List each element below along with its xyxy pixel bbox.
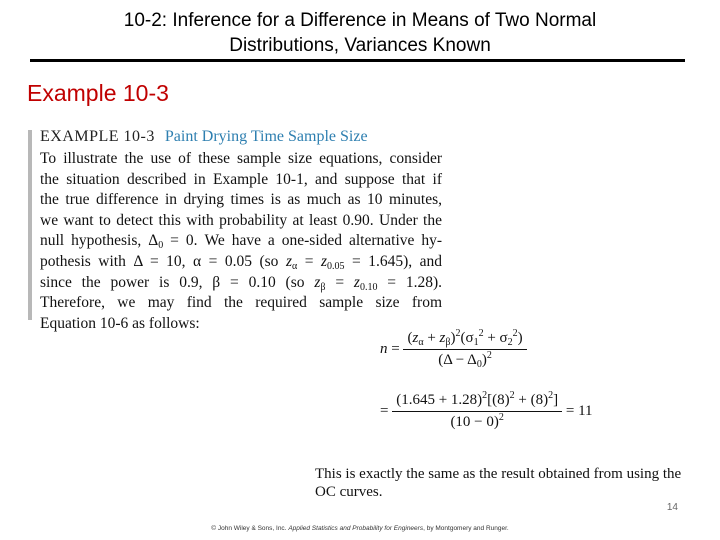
body-line: since the power is 0.9, β = 0.10 (so $z_\beta = z_{0.10} = 1.28$). bbox=[40, 273, 443, 293]
example-label: EXAMPLE 10-3 bbox=[40, 128, 155, 145]
body-line: Equation 10-6 as follows: bbox=[40, 314, 200, 332]
computation-result: = 11 bbox=[565, 403, 593, 419]
body-line: the true difference in drying times is as much as 10 minutes, bbox=[40, 191, 442, 209]
conclusion-line: This is exactly the same as the result obtained from using the bbox=[315, 466, 682, 482]
footer-book-title: Applied Statistics and Probability for Engineers bbox=[288, 525, 424, 532]
footer-copyright: © John Wiley & Sons, Inc. bbox=[211, 525, 287, 532]
example-body bbox=[40, 149, 442, 334]
body-line: Therefore, we may find the required sample size from bbox=[40, 294, 442, 312]
formula-denominator: $(\Delta - \Delta_0)^2$ bbox=[403, 349, 526, 369]
slide-title-line-1: 10-2: Inference for a Difference in Means of Two Normal bbox=[123, 10, 597, 31]
conclusion-text bbox=[315, 465, 705, 501]
slide-title-line-2: Distributions, Variances Known bbox=[229, 35, 491, 56]
footer-authors: , by Montgomery and Runger. bbox=[423, 525, 509, 532]
body-line: To illustrate the use of these sample size equations, consider bbox=[40, 150, 442, 167]
example-title: Paint Drying Time Sample Size bbox=[164, 128, 368, 145]
example-heading: Example 10-3 bbox=[27, 80, 169, 106]
page-number: 14 bbox=[666, 502, 678, 513]
computation-numerator: $(1.645 + 1.28)^2[(8)^2 + (8)^2]$ bbox=[396, 390, 559, 408]
copyright-footer bbox=[0, 525, 720, 532]
computation-fraction bbox=[392, 392, 562, 431]
sample-size-computation bbox=[380, 392, 593, 431]
computation-equals: = bbox=[380, 403, 389, 419]
body-line: we want to detect this with probability at least 0.90. Under the bbox=[40, 211, 442, 229]
formula-numerator: $(z_\alpha + z_\beta)^2(\sigma_1^2 + \sigma_2^2)$ bbox=[407, 328, 523, 348]
example-header bbox=[40, 128, 368, 146]
formula-lhs: n = bbox=[380, 341, 400, 357]
formula-fraction bbox=[403, 330, 526, 369]
title-divider bbox=[30, 59, 685, 62]
body-line: null hypothesis, $\Delta_0 = 0$. We have a one-sided alternative hy- bbox=[40, 232, 443, 252]
example-side-bar bbox=[28, 130, 32, 320]
computation-denominator: $(10 - 0)^2$ bbox=[392, 411, 562, 431]
body-line: the situation described in Example 10-1, and suppose that if bbox=[40, 170, 442, 188]
sample-size-formula bbox=[380, 330, 527, 369]
conclusion-line: OC curves. bbox=[315, 484, 383, 500]
body-line: pothesis with Δ = 10, α = 0.05 (so $z_\alpha = z_{0.05} = 1.645$), and bbox=[40, 252, 443, 272]
slide-title bbox=[30, 8, 690, 58]
